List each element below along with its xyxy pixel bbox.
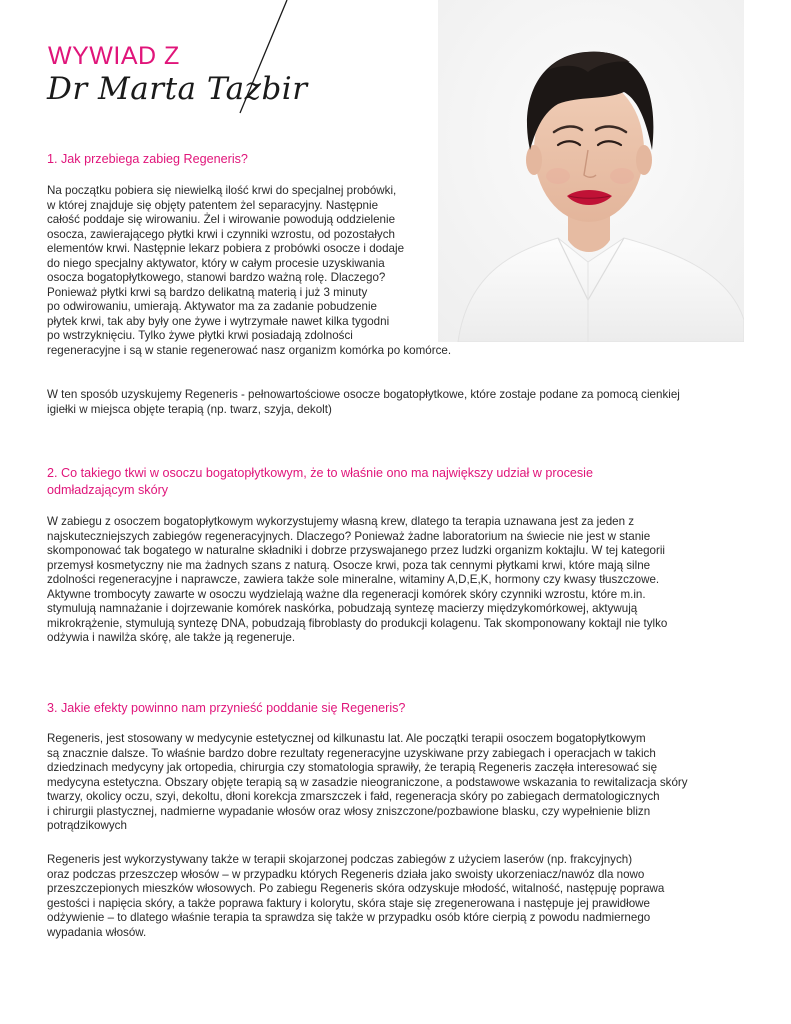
text-line: zdolności regeneracyjne i naprawcze, zawiera także sole mineralne, witaminy A,D,E,K, hormony czy kwasy tłuszczowe.	[47, 573, 660, 587]
text-line: przemysł kosmetyczny nie ma żadnych szans z naturą. Osocze krwi, poza tak cennymi płytkami krwi, które mają silne	[47, 558, 651, 572]
text-line: Aktywne trombocyty zawarte w osoczu wydzielają ważne dla regeneracji komórek skóry czynniki wzrostu, które m.in.	[47, 587, 646, 601]
text-line: płytek krwi, tak aby były one żywe i wytrzymałe nawet kilka tygodni	[47, 314, 390, 328]
text-line: regeneracyjne i są w stanie regenerować nasz organizm komórka po komórce.	[47, 344, 452, 358]
section-2-title	[47, 465, 593, 498]
text-line: gestości i napięcia skóry, a także poprawa faktury i kolorytu, skóra staje się zregenerowana i następuje jej prawidłowe	[47, 896, 650, 910]
title-line: 2. Co takiego tkwi w osoczu bogatopłytkowym, że to właśnie ono ma największy udział w procesie	[47, 466, 593, 480]
interview-heading: WYWIAD Z	[48, 42, 180, 70]
text-line: W zabiegu z osoczem bogatopłytkowym wykorzystujemy własną krew, dlatego ta terapia uznawana jest za jeden z	[47, 515, 635, 528]
text-line: przeszczepionych mieszków włosowych. Po zabiegu Regeneris skóra odzyskuje młodość, witalność, następuję poprawa	[47, 882, 665, 896]
section-1-paragraph-2	[47, 388, 680, 417]
text-line: i chirurgii plastycznej, nadmierne wypadanie włosów oraz włosy zniszczone/pozbawione blasku, czy wypełnienie blizn	[47, 804, 651, 818]
text-line: twarzy, okolicy oczu, szyi, dekoltu, dłoni korekcja zmarszczek i fałd, regeneracja skóry po zabiegach dermatologicznych	[47, 790, 660, 804]
doctor-portrait-photo	[438, 0, 744, 342]
text-line: dziedzinach medycyny jak ortopedia, chirurgia czy stomatologia sprawiły, że terapią Regeneris zaczęła interesować się	[47, 761, 658, 775]
text-line: są znacznie dalsze. To właśnie bardzo dobre rezultaty regeneracyjne uzyskiwane przy zabiegach i operacjach w takich	[47, 746, 656, 760]
text-line: po odwirowaniu, umierają. Aktywator ma za zadanie pobudzenie	[47, 300, 377, 314]
text-line: stymulują namnażanie i dojrzewanie komórek naskórka, pobudzają syntezę macierzy międzykomórkowej, aktywują	[47, 602, 638, 616]
text-line: oraz podczas przeszczep włosów – w przypadku których Regeneris działa jako swoisty ukorzeniacz/nawóz dla nowo	[47, 867, 645, 881]
doctor-name-signature: Dr Marta Tazbir	[47, 71, 308, 107]
text-line: W ten sposób uzyskujemy Regeneris - pełnowartościowe osocze bogatopłytkowe, które zostaje podane za pomocą cienkiej	[47, 388, 680, 401]
text-line: całość poddaje się wirowaniu. Żel i wirowanie powodują oddzielenie	[47, 213, 396, 227]
section-1-title: 1. Jak przebiega zabieg Regeneris?	[47, 152, 248, 166]
section-3-paragraph-2	[47, 853, 664, 940]
text-line: skomponować tak bogatego w naturalne składniki i dobrze przyswajanego przez ludzki organizm koktajlu. W tej kategorii	[47, 544, 666, 558]
text-line: mikrokrążenie, stymulują syntezę DNA, pobudzają fibroblasty do produkcji kolagenu. Tak skomponowany koktajl nie tylko	[47, 616, 668, 630]
title-line: odmładzającym skóry	[47, 482, 169, 497]
text-line: odżywia i nawilża skórę, ale także ją regeneruje.	[47, 631, 296, 645]
text-line: medycyna estetyczna. Obszary objęte terapią są w zasadzie nieograniczone, a podstawowe wskazania to rewitalizacja skóry	[47, 775, 688, 789]
text-line: Na początku pobiera się niewielką ilość krwi do specjalnej probówki,	[47, 184, 397, 197]
section-3-paragraph-1	[47, 732, 688, 834]
decorative-slash	[0, 0, 300, 130]
text-line: po wstrzyknięciu. Tylko żywe płytki krwi posiadają zdolności	[47, 329, 353, 343]
text-line: Regeneris, jest stosowany w medycynie estetycznej od kilkunastu lat. Ale początki terapii osoczem bogatopłytkowym	[47, 732, 646, 745]
text-line: potrądzikowych	[47, 819, 127, 833]
text-line: osocza, zawierającego płytki krwi i czynniki wzrostu, od pozostałych	[47, 227, 395, 241]
text-line: odżywienie – to dlatego właśnie terapia ta sprawdza się także w przypadku osób które cierpią z powodu nadmiernego	[47, 911, 651, 925]
text-line: wypadania włosów.	[47, 925, 147, 939]
text-line: Ponieważ płytki krwi są bardzo delikatną materią i już 3 minuty	[47, 285, 368, 299]
section-3-title: 3. Jakie efekty powinno nam przynieść poddanie się Regeneris?	[47, 701, 406, 715]
section-2-paragraph-1	[47, 515, 667, 646]
text-line: elementów krwi. Następnie lekarz pobiera z probówki osocze i dodaje	[47, 242, 405, 256]
text-line: do niego specjalny aktywator, który w całym procesie uzyskiwania	[47, 256, 385, 270]
text-line: Regeneris jest wykorzystywany także w terapii skojarzonej podczas zabiegów z użyciem laserów (np. frakcyjnych)	[47, 853, 633, 866]
text-line: najskuteczniejszych zabiegów regeneracyjnych. Dlaczego? Ponieważ żadne laboratorium na świecie nie jest w stanie	[47, 529, 651, 543]
text-line: osocza bogatopłytkowego, stanowi bardzo ważną rolę. Dlaczego?	[47, 271, 386, 285]
section-1-paragraph-1	[47, 184, 451, 359]
text-line: w której znajduje się objęty patentem żel separacyjny. Następnie	[47, 198, 379, 212]
text-line: igiełki w miejsca objęte terapią (np. twarz, szyja, dekolt)	[47, 402, 332, 416]
